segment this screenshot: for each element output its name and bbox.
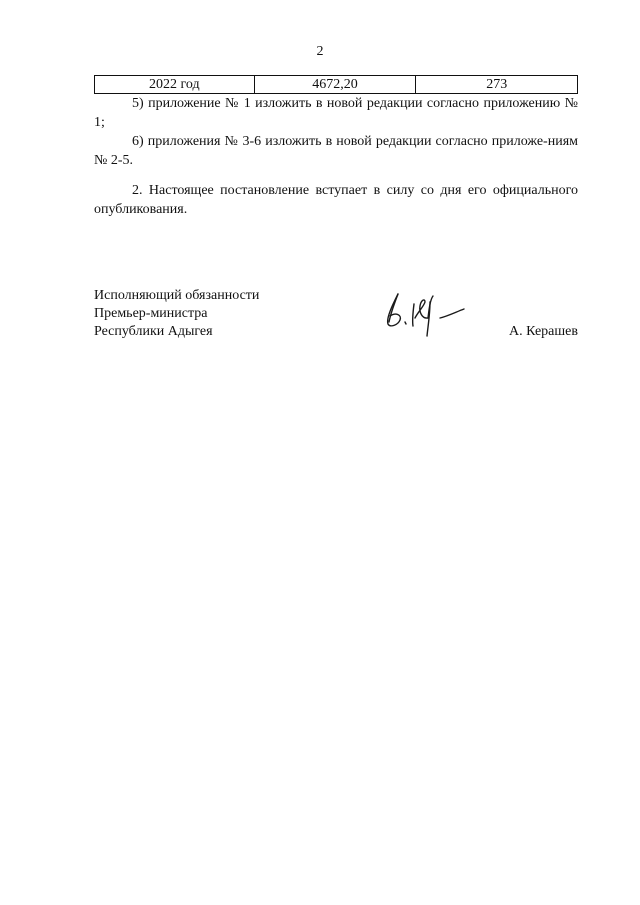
paragraph-clause-2-container	[94, 181, 578, 219]
table-cell-amount: 4672,20	[254, 76, 416, 94]
signer-title-line-2: Премьер-министра	[94, 306, 208, 321]
paragraph-item-6-container	[94, 132, 578, 170]
budget-table	[94, 75, 578, 94]
signer-title-line-3: Республики Адыгея	[94, 324, 213, 339]
page-number: 2	[316, 44, 324, 59]
paragraph-clause-2: 2. Настоящее постановление вступает в силу со дня его официального опубликования.	[94, 183, 578, 217]
signer-name: А. Керашев	[509, 324, 578, 339]
paragraph-item-6: 6) приложения № 3-6 изложить в новой редакции согласно приложе-ниям № 2-5.	[94, 134, 578, 168]
signer-title-line-1: Исполняющий обязанности	[94, 288, 260, 303]
table-cell-value: 273	[416, 76, 578, 94]
table-row	[95, 76, 578, 94]
handwritten-signature	[380, 288, 470, 340]
paragraph-item-5: 5) приложение № 1 изложить в новой редакции согласно приложению № 1;	[94, 96, 578, 130]
paragraph-item-5-container	[94, 94, 578, 132]
signer-title	[94, 287, 259, 341]
table-cell-year: 2022 год	[95, 76, 255, 94]
